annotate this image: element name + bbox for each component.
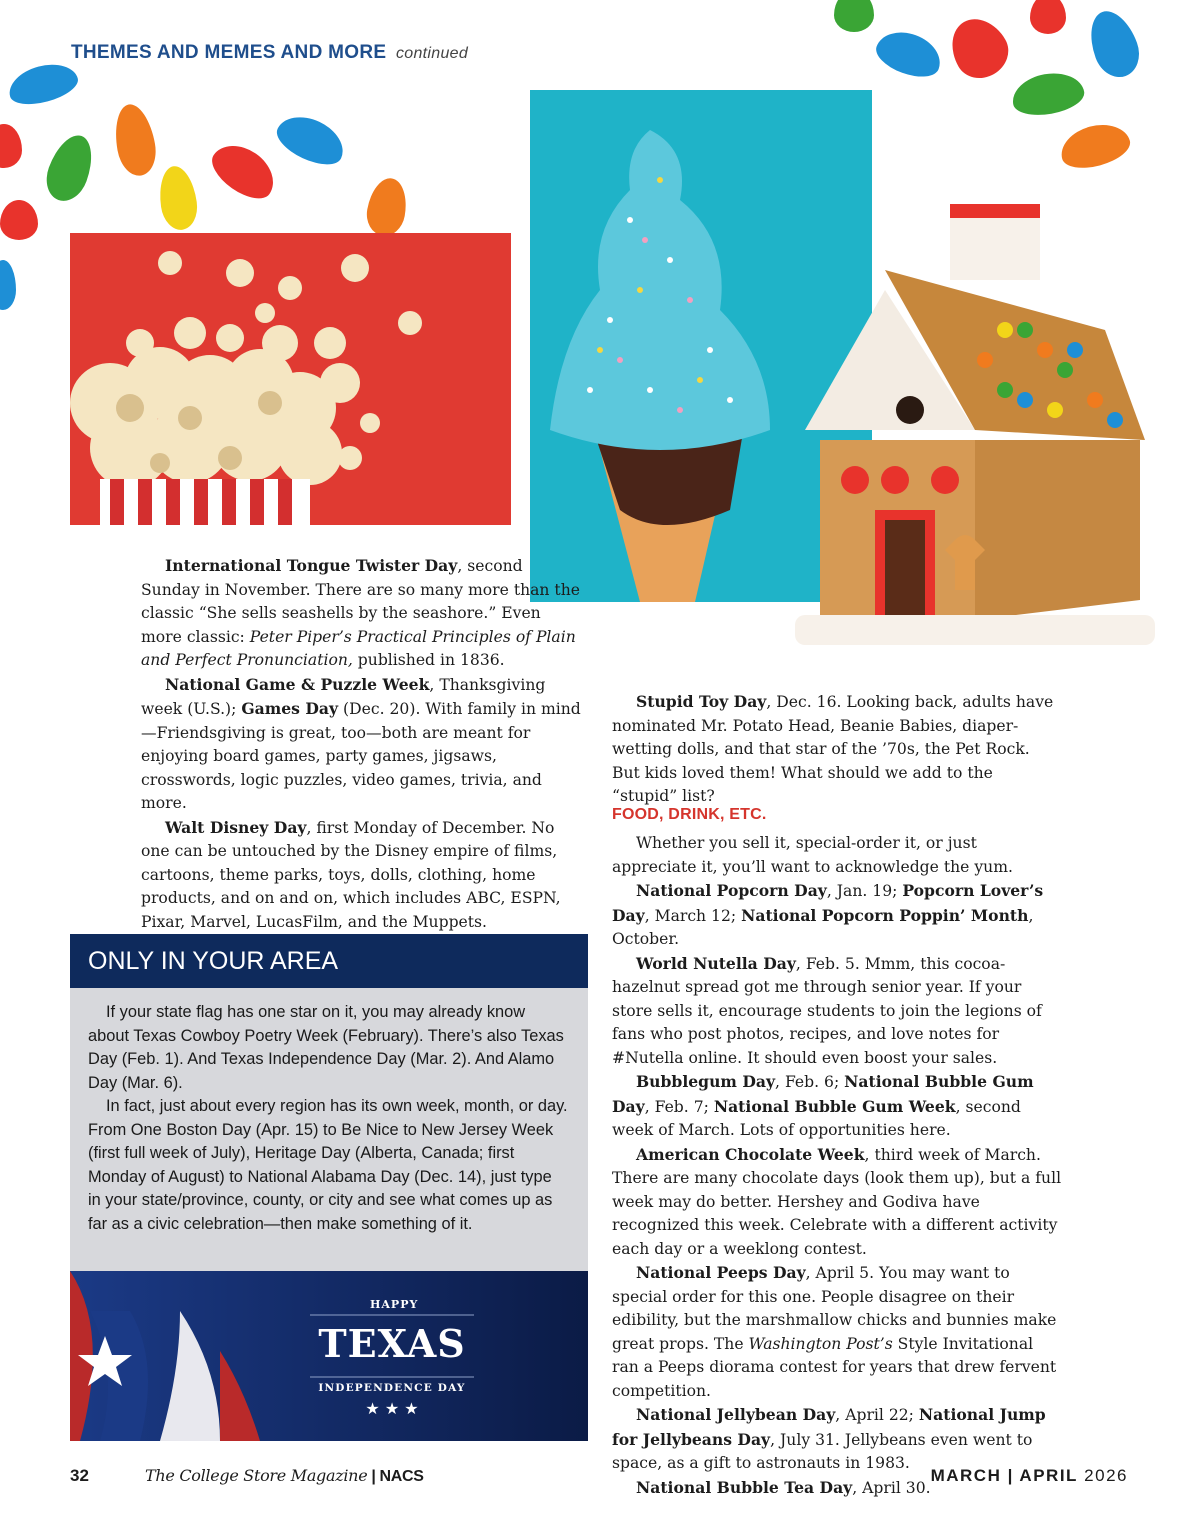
jellybean: [0, 124, 22, 168]
right-column-text: [612, 832, 1062, 1500]
jellybean: [941, 9, 1018, 88]
page-number: 32: [70, 1466, 89, 1485]
jellybean: [5, 58, 82, 111]
tongue-twister-paragraph: International Tongue Twister Day, second Sunday in November. There are so many more than the classic “She sells seashells by the seashore.” Even more classic: Peter Piper’s Practical Principles of Plain and Perfect Pronunciation, published in 1836.: [141, 556, 580, 669]
footer-separator: |: [371, 1468, 376, 1485]
banner-texas-text: TEXAS: [318, 1321, 466, 1366]
gingerbread-illustration: [775, 200, 1170, 670]
stupid-toy-paragraph: Stupid Toy Day, Dec. 16. Looking back, adults have nominated Mr. Potato Head, Beanie Babies, diaper-wetting dolls, and that star of the ’70s, the Pet Rock. But kids loved them! What should we add to the “stupid” list?: [612, 692, 1054, 805]
popcorn-paragraph: National Popcorn Day, Jan. 19; Popcorn Lover’s Day, March 12; National Popcorn Poppin’ Month, October.: [612, 881, 1044, 948]
jellybean: [834, 0, 874, 32]
banner-independence-text: INDEPENDENCE DAY: [318, 1382, 466, 1394]
issue-date: [931, 1466, 1128, 1486]
peeps-paragraph: National Peeps Day, April 5. You may want to special order for this one. People disagree on their edibility, but the marshmallow chicks and bunnies make great props. The Washington Post’s Style Invitational ran a Peeps diorama contest for years that drew fervent competition.: [612, 1263, 1057, 1400]
magazine-name: The College Store Magazine: [145, 1466, 368, 1485]
jellybean-paragraph: National Jellybean Day, April 22; National Jump for Jellybeans Day, July 31. Jellybeans even went to space, as a gift to astronauts in 1983.: [612, 1405, 1046, 1472]
magazine-credit: [145, 1466, 424, 1486]
jellybean: [156, 164, 201, 232]
jellybean: [1082, 5, 1147, 84]
sidebar-paragraph: In fact, just about every region has its own week, month, or day. From One Boston Day (Apr. 15) to Be Nice to New Jersey Week (first full week of July), Heritage Day (Alberta, Canada; first Monday of August) to National Alabama Day (Dec. 14), just type in your state/province, county, or city and see what comes up as far as a civic celebration—then make something of it.: [88, 1097, 568, 1233]
texas-independence-banner: [70, 1271, 588, 1441]
left-column-text: [141, 554, 581, 934]
jellybean: [0, 200, 38, 240]
tongue-twister-title: International Tongue Twister Day: [165, 556, 458, 575]
popcorn-illustration: [70, 233, 511, 525]
bubble-tea-paragraph: National Bubble Tea Day, April 30.: [636, 1477, 931, 1497]
right-column-top-text: [612, 690, 1062, 809]
issue-year: 2026: [1084, 1466, 1128, 1485]
popcorn-photo: [70, 233, 511, 525]
jellybean: [1009, 68, 1087, 120]
gingerbread-house-photo: [775, 200, 1170, 670]
org-name: NACS: [379, 1468, 424, 1485]
nutella-paragraph: World Nutella Day, Feb. 5. Mmm, this cocoa-hazelnut spread got me through senior year. If your store sells it, encourage students to join the legions of fans who post photos, recipes, and love notes for #Nutella online. It should even boost your sales.: [612, 953, 1042, 1067]
sidebar-title: ONLY IN YOUR AREA: [70, 934, 588, 988]
section-title: THEMES AND MEMES AND MORE: [71, 42, 387, 63]
jellybean: [110, 101, 160, 179]
jellybean: [40, 129, 101, 207]
food-drink-subhead: FOOD, DRINK, ETC.: [612, 806, 767, 823]
jellybean: [1030, 0, 1066, 34]
banner-happy-text: HAPPY: [370, 1298, 419, 1311]
sidebar-body: [70, 988, 588, 1271]
section-header: [71, 42, 468, 64]
jellybean: [271, 107, 351, 173]
jellybean: [204, 134, 284, 207]
jellybean: [0, 260, 16, 310]
sidebar-paragraph: If your state flag has one star on it, you may already know about Texas Cowboy Poetry Week (February). There’s also Texas Day (Feb. 1). And Texas Independence Day (Mar. 2). And Alamo Day (Mar. 6).: [88, 1003, 564, 1092]
jellybean: [871, 24, 947, 84]
food-intro-paragraph: Whether you sell it, special-order it, or just appreciate it, you’ll want to acknowledge the yum.: [612, 834, 1013, 876]
continued-label: continued: [395, 45, 469, 62]
jellybean: [1056, 118, 1134, 175]
issue-months: MARCH | APRIL: [930, 1466, 1078, 1485]
game-puzzle-paragraph: National Game & Puzzle Week, Thanksgiving week (U.S.); Games Day (Dec. 20). With family in mind—Friendsgiving is great, too—both are meant for enjoying board games, party games, jigsaws, crosswords, logic puzzles, video games, trivia, and more.: [141, 674, 581, 812]
chocolate-paragraph: American Chocolate Week, third week of March. There are many chocolate days (look them up), but a full week may do better. Hershey and Godiva have recognized this week. Celebrate with a different activity each day or a weeklong contest.: [612, 1144, 1062, 1258]
walt-disney-paragraph: Walt Disney Day, first Monday of December. No one can be untouched by the Disney empire of films, cartoons, theme parks, toys, dolls, clothing, home products, and on and on, which includes ABC, ESPN, Pixar, Marvel, LucasFilm, and the Muppets.: [141, 817, 561, 931]
banner-stars: ★ ★ ★: [365, 1399, 419, 1418]
bubblegum-paragraph: Bubblegum Day, Feb. 6; National Bubble Gum Day, Feb. 7; National Bubble Gum Week, second week of March. Lots of opportunities here.: [612, 1072, 1034, 1139]
jellybean: [363, 175, 410, 239]
